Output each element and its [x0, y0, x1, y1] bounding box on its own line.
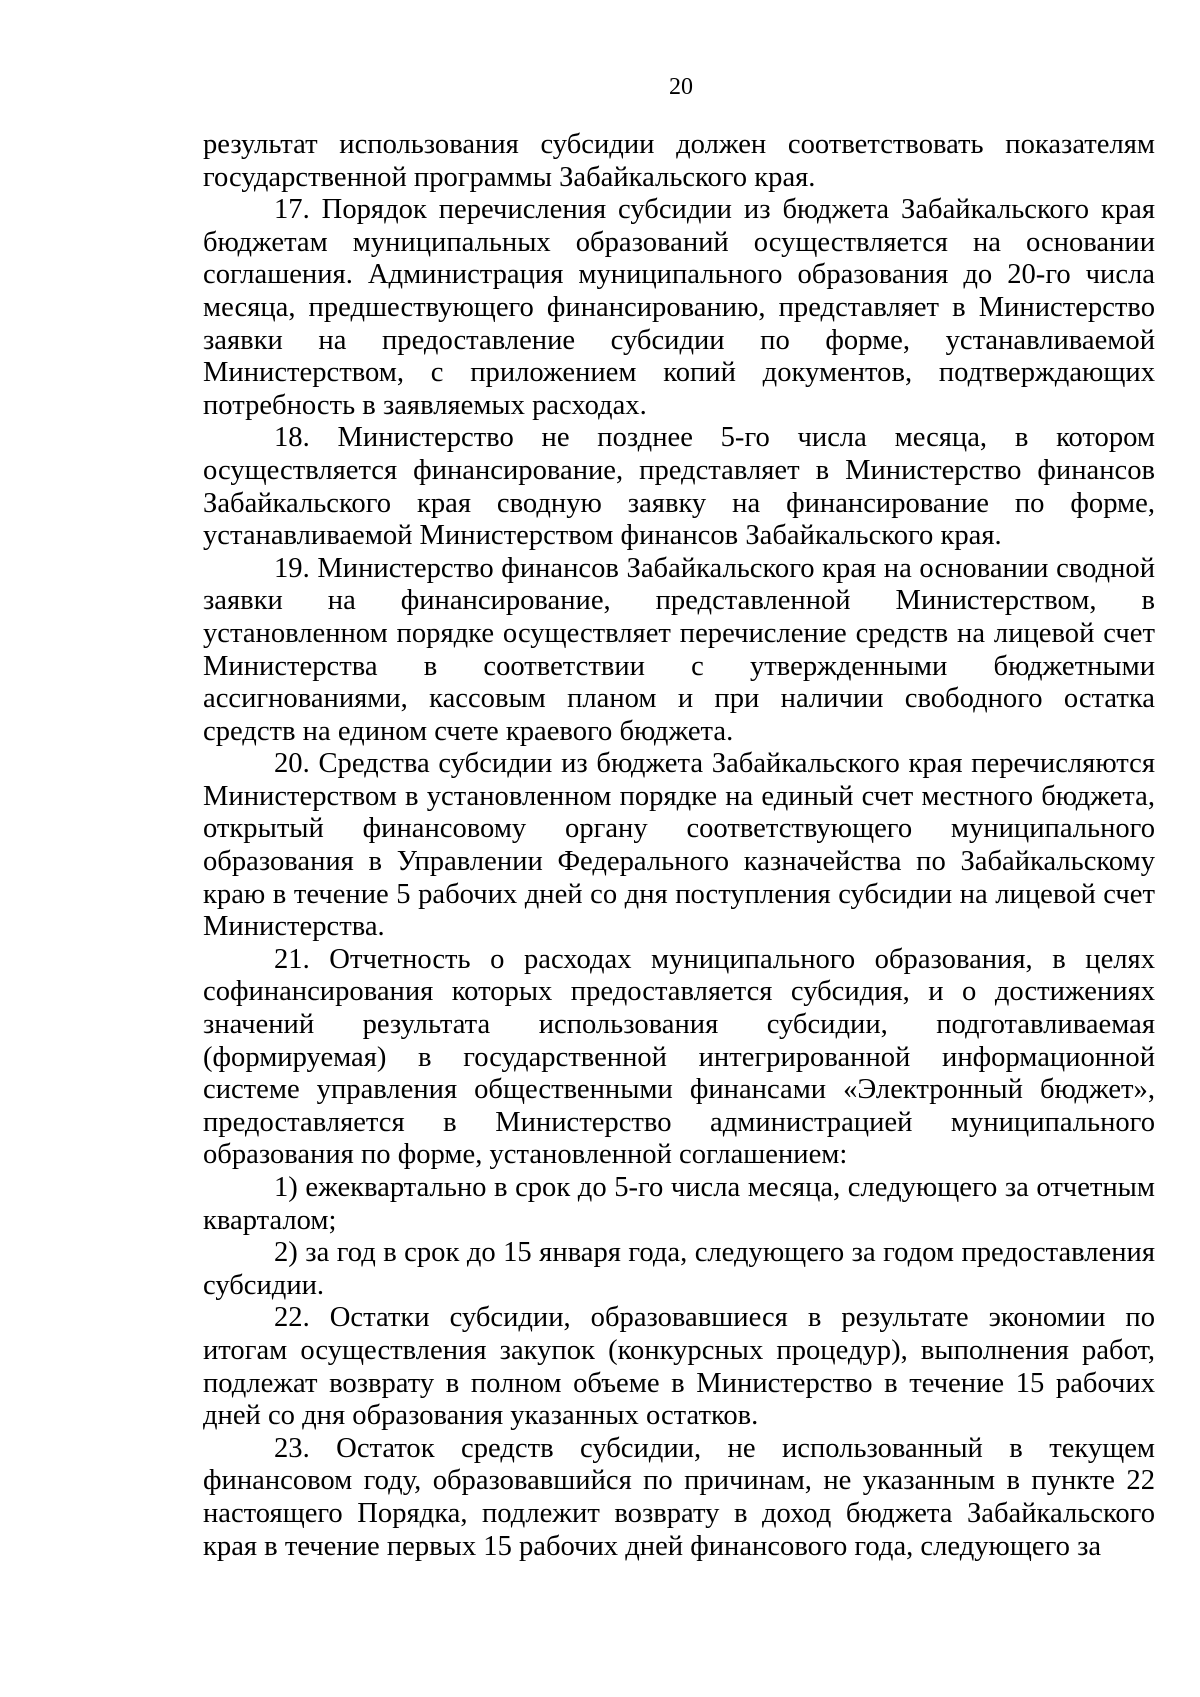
document-body [203, 129, 1155, 1563]
paragraph-item-17: 17. Порядок перечисления субсидии из бюджета Забайкальского края бюджетам муниципальных образований осуществляется на основании соглашения. Администрация муниципального образования до 20-го числа месяца, предшествующего финансированию, представляет в Министерство заявки на предоставление субсидии по форме, устанавливаемой Министерством, с приложением копий документов, подтверждающих потребность в заявляемых расходах. [203, 194, 1155, 421]
paragraph-item-19: 19. Министерство финансов Забайкальского края на основании сводной заявки на финансирование, представленной Министерством, в установленном порядке осуществляет перечисление средств на лицевой счет Министерства в соответствии с утвержденными бюджетными ассигнованиями, кассовым планом и при наличии свободного остатка средств на едином счете краевого бюджета. [203, 552, 1155, 747]
paragraph-item-23: 23. Остаток средств субсидии, не использованный в текущем финансовом году, образовавшийся по причинам, не указанным в пункте 22 настоящего Порядка, подлежит возврату в доход бюджета Забайкальского края в течение первых 15 рабочих дней финансового года, следующего за [203, 1432, 1155, 1562]
paragraph-continuation: результат использования субсидии должен соответствовать показателям государственной программы Забайкальского края. [203, 129, 1155, 193]
paragraph-item-21: 21. Отчетность о расходах муниципального образования, в целях софинансирования которых предоставляется субсидия, и о достижениях значений результата использования субсидии, подготавливаемая (формируемая) в государственной интегрированной информационной системе управления общественными финансами «Электронный бюджет», предоставляется в Министерство администрацией муниципального образования по форме, установленной соглашением: [203, 943, 1155, 1171]
paragraph-subitem-2: 2) за год в срок до 15 января года, следующего за годом предоставления субсидии. [203, 1237, 1155, 1301]
paragraph-item-20: 20. Средства субсидии из бюджета Забайкальского края перечисляются Министерством в установленном порядке на единый счет местного бюджета, открытый финансовому органу соответствующего муниципального образования в Управлении Федерального казначейства по Забайкальскому краю в течение 5 рабочих дней со дня поступления субсидии на лицевой счет Министерства. [203, 748, 1155, 943]
paragraph-item-18: 18. Министерство не позднее 5-го числа месяца, в котором осуществляется финансирование, представляет в Министерство финансов Забайкальского края сводную заявку на финансирование по форме, устанавливаемой Министерством финансов Забайкальского края. [203, 422, 1155, 552]
paragraph-subitem-1: 1) ежеквартально в срок до 5-го числа месяца, следующего за отчетным кварталом; [203, 1172, 1155, 1236]
page-number: 20 [669, 74, 693, 100]
paragraph-item-22: 22. Остатки субсидии, образовавшиеся в результате экономии по итогам осуществления закупок (конкурсных процедур), выполнения работ, подлежат возврату в полном объеме в Министерство в течение 15 рабочих дней со дня образования указанных остатков. [203, 1302, 1155, 1432]
